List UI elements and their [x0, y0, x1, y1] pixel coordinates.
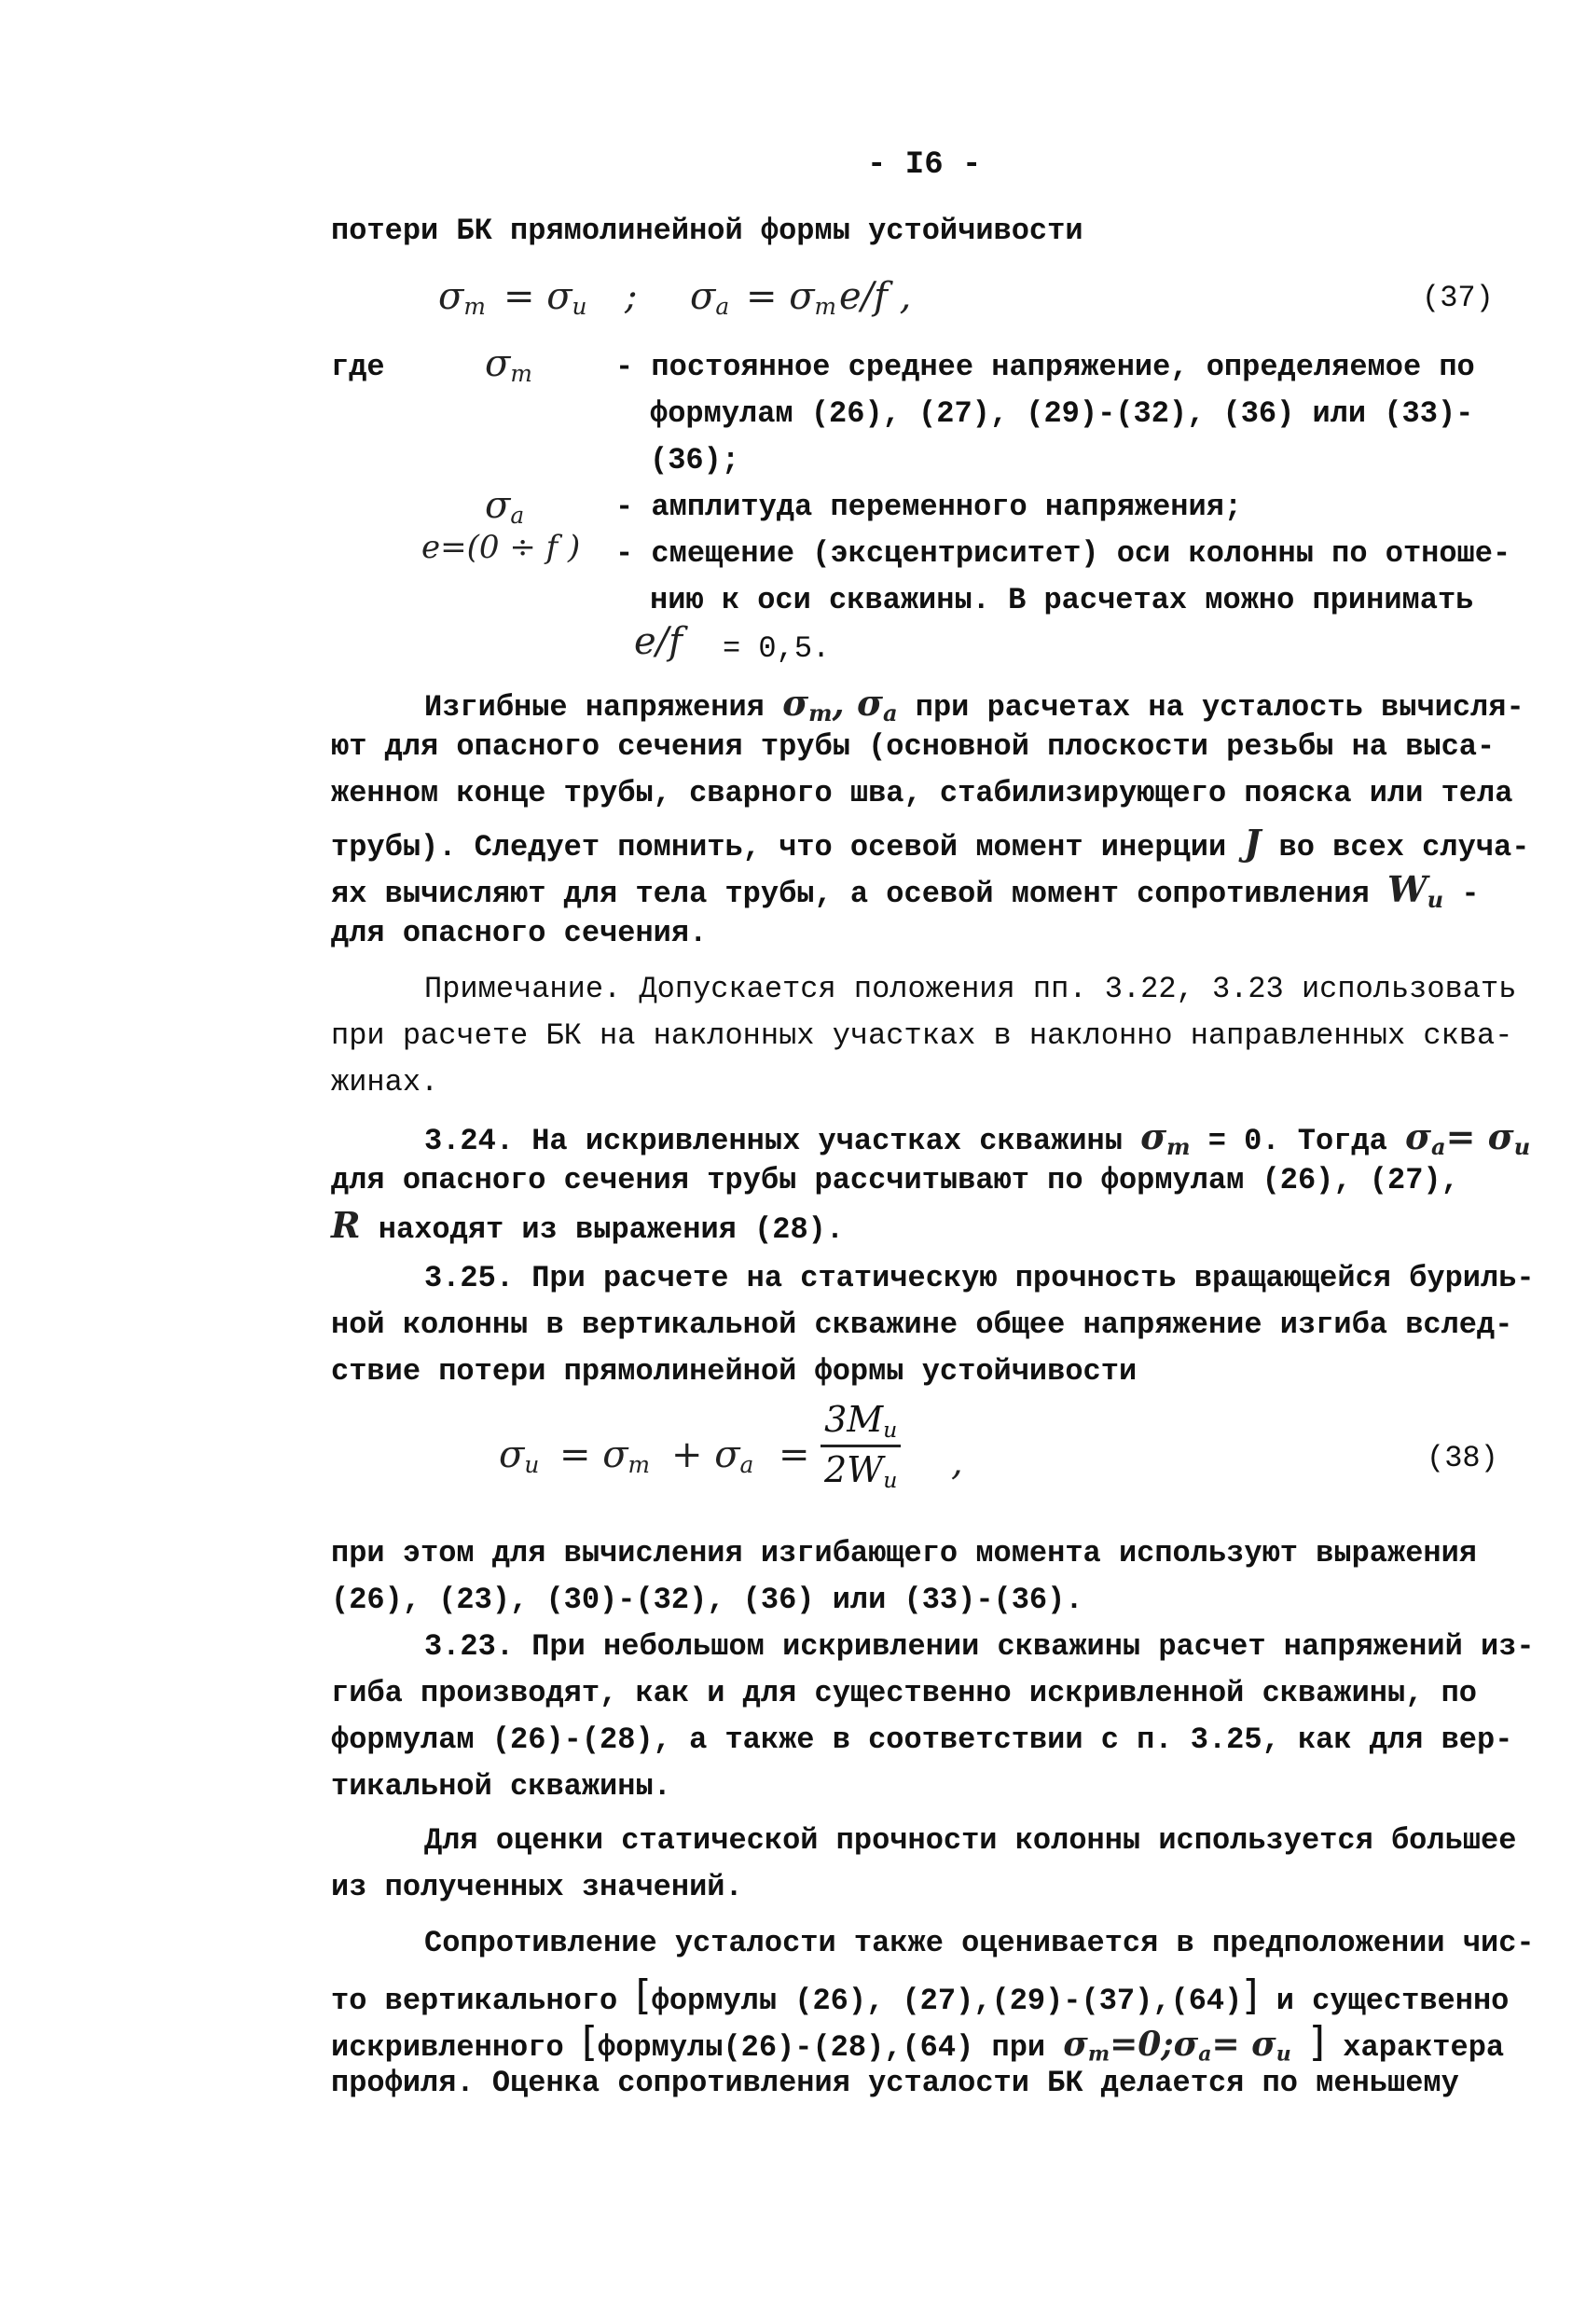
eq38-comma: , [951, 1441, 963, 1484]
eq38-term2: + $\sigma_a$ [671, 1433, 754, 1479]
where-def3-line1: - смещение (эксцентриситет) оси колонны по отноше- [615, 536, 1511, 571]
eq38-number: (38) [1427, 1441, 1498, 1475]
where-sym-a: $\sigma_a$ [485, 484, 525, 530]
para1-line3: женном конце трубы, сварного шва, стабилизирующего пояска или тела [331, 776, 1513, 810]
static-line1: Для оценки статической прочности колонны используется большее [424, 1823, 1517, 1858]
where-label: где [331, 350, 385, 384]
p325-line3: ствие потери прямолинейной формы устойчивости [331, 1354, 1138, 1389]
where-ef-value: = 0,5. [723, 631, 831, 666]
eq38-numerator: $3M_и$ [821, 1399, 901, 1447]
eq38-term1: = $\sigma_m$ [559, 1433, 651, 1479]
after38-line1: при этом для вычисления изгибающего момента используют выражения [331, 1536, 1477, 1570]
fatigue-line2: то вертикального [формулы (26), (27),(29)-(37),(64)] и существенно [331, 1971, 1510, 2019]
p326-line2: гиба производят, как и для существенно искривленной скважины, по [331, 1676, 1477, 1710]
para1-line6: для опасного сечения. [331, 916, 708, 950]
eq37-lhs: $\sigma_m$ [438, 275, 486, 321]
para1-line5: ях вычисляют для тела трубы, а осевой момент сопротивления $W_и$ - [331, 868, 1480, 913]
p326-line4: тикальной скважины. [331, 1769, 671, 1804]
note-line2: при расчете БК на наклонных участках в наклонно направленных сква- [331, 1018, 1513, 1053]
eq37-separator: ; [625, 275, 638, 318]
eq37-tail: e/f , [839, 275, 912, 318]
where-def2: - амплитуда переменного напряжения; [615, 490, 1243, 524]
para1-line1: Изгибные напряжения $\sigma_m$, $\sigma_a$ при расчетах на усталость вычисля- [424, 682, 1524, 726]
note-line1: Примечание. Допускается положения пп. 3.22, 3.23 использовать [424, 972, 1517, 1006]
para1-line4: трубы). Следует помнить, что осевой момент инерции J во всех случа- [331, 822, 1530, 865]
eq38-fraction [821, 1399, 901, 1493]
where-def1-line3: (36); [650, 443, 740, 477]
p324-line2: для опасного сечения трубы рассчитывают по формулам (26), (27), [331, 1163, 1459, 1197]
eq37-number: (37) [1422, 281, 1494, 315]
where-sym-m: $\sigma_m$ [485, 342, 532, 388]
p324-line1: 3.24. На искривленных участках скважины $\sigma_m = 0$. Тогда $\sigma_a= \sigma_и$ [424, 1115, 1531, 1160]
where-sym-e: e=(0 ÷ f ) [421, 529, 581, 566]
eq38-denominator: $2W_и$ [824, 1448, 898, 1493]
eq38-lhs: $\sigma_и$ [499, 1433, 540, 1479]
p326-line1: 3.23. При небольшом искривлении скважины расчет напряжений из- [424, 1629, 1535, 1664]
eq37-rhs1: = $\sigma_и$ [503, 275, 587, 321]
where-def1-line2: формулам (26), (27), (29)-(32), (36) или (33)- [650, 396, 1474, 431]
p324-line3: R находят из выражения (28). [331, 1204, 845, 1247]
eq38-equals: = [779, 1433, 810, 1476]
fatigue-line4: профиля. Оценка сопротивления усталости БК делается по меньшему [331, 2066, 1459, 2100]
eq37-sa-eq: = $\sigma_m$ [746, 275, 837, 321]
p325-line1: 3.25. При расчете на статическую прочность вращающейся буриль- [424, 1261, 1535, 1295]
note-line3: жинах. [331, 1065, 439, 1100]
where-def3-line2: нию к оси скважины. В расчетах можно принимать [650, 583, 1474, 617]
p326-line3: формулам (26)-(28), а также в соответствии с п. 3.25, как для вер- [331, 1722, 1513, 1757]
intro-line: потери БК прямолинейной формы устойчивости [331, 214, 1083, 248]
eq37-sa: $\sigma_a$ [690, 275, 730, 321]
para1-line2: ют для опасного сечения трубы (основной плоскости резьбы на выса- [331, 729, 1496, 764]
where-ef: e/f [634, 620, 683, 663]
where-def1-line1: - постоянное среднее напряжение, определяемое по [615, 350, 1475, 384]
fatigue-line1: Сопротивление усталости также оценивается в предположении чис- [424, 1926, 1535, 1960]
page-number: - I6 - [867, 147, 982, 183]
static-line2: из полученных значений. [331, 1870, 743, 1904]
after38-line2: (26), (23), (30)-(32), (36) или (33)-(36). [331, 1583, 1083, 1617]
fatigue-line3: искривленного [формулы(26)-(28),(64) при $\sigma_m=0;\sigma_a= \sigma_и$ ] характера [331, 2018, 1505, 2067]
p325-line2: ной колонны в вертикальной скважине общее напряжение изгиба вслед- [331, 1307, 1513, 1342]
